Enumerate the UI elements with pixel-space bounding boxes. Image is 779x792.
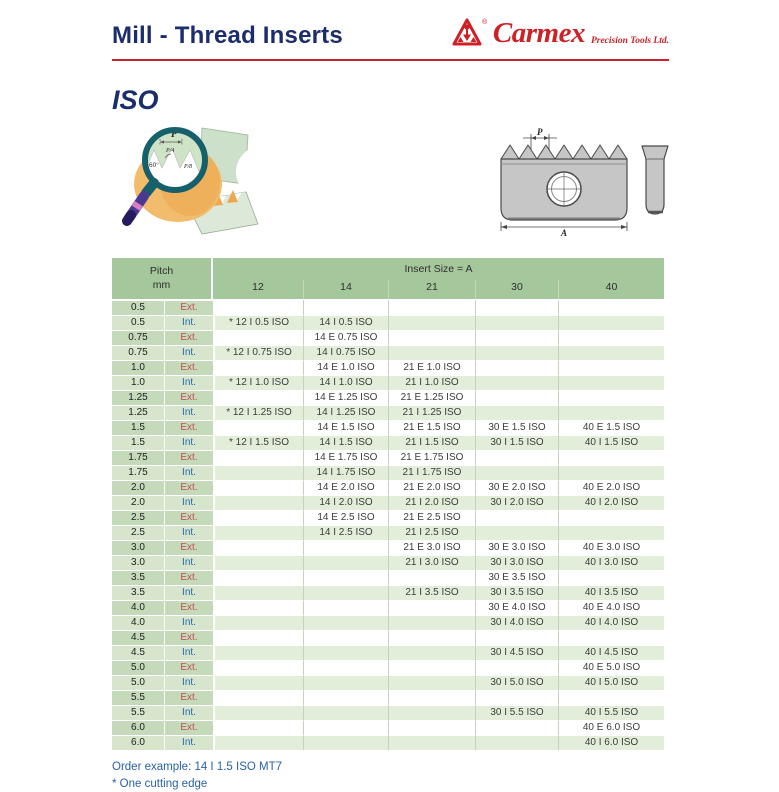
insert-code-cell <box>475 465 558 480</box>
type-cell: Ext. <box>165 360 213 375</box>
insert-code-cell <box>558 330 664 345</box>
insert-code-cell <box>558 450 664 465</box>
content-area <box>112 0 669 792</box>
insert-code-cell <box>213 480 303 495</box>
insert-code-cell: 21 I 1.0 ISO <box>388 375 475 390</box>
insert-code-cell <box>303 600 388 615</box>
type-cell: Int. <box>165 345 213 360</box>
insert-code-cell: 30 E 1.5 ISO <box>475 420 558 435</box>
insert-code-cell <box>303 540 388 555</box>
insert-code-cell <box>558 299 664 315</box>
pitch-cell: 1.5 <box>112 420 165 435</box>
insert-code-cell <box>213 630 303 645</box>
pitch-cell: 1.75 <box>112 465 165 480</box>
insert-code-cell: * 12 I 0.5 ISO <box>213 315 303 330</box>
table-row <box>112 645 664 660</box>
insert-code-cell: 40 I 5.0 ISO <box>558 675 664 690</box>
insert-code-cell: * 12 I 0.75 ISO <box>213 345 303 360</box>
insert-code-cell <box>475 735 558 750</box>
insert-code-cell <box>475 375 558 390</box>
table-row <box>112 360 664 375</box>
insert-code-cell: 30 I 1.5 ISO <box>475 435 558 450</box>
insert-code-cell: * 12 I 1.5 ISO <box>213 435 303 450</box>
size-col-14: 14 <box>303 280 388 299</box>
insert-code-cell: 21 E 2.0 ISO <box>388 480 475 495</box>
type-cell: Int. <box>165 735 213 750</box>
size-col-30: 30 <box>475 280 558 299</box>
insert-code-cell <box>303 660 388 675</box>
insert-code-cell <box>388 600 475 615</box>
pitch-cell: 5.0 <box>112 675 165 690</box>
insert-code-cell: 14 I 1.0 ISO <box>303 375 388 390</box>
pitch-cell: 3.5 <box>112 585 165 600</box>
section-heading: ISO <box>112 85 159 115</box>
type-cell: Ext. <box>165 690 213 705</box>
insert-code-cell <box>558 525 664 540</box>
table-row <box>112 525 664 540</box>
type-cell: Ext. <box>165 480 213 495</box>
insert-code-cell <box>558 360 664 375</box>
insert-code-cell: 14 E 1.25 ISO <box>303 390 388 405</box>
table-row <box>112 600 664 615</box>
insert-code-cell: 21 E 3.0 ISO <box>388 540 475 555</box>
insert-code-cell <box>558 690 664 705</box>
insert-code-cell <box>475 450 558 465</box>
pitch-cell: 3.5 <box>112 570 165 585</box>
insert-code-cell <box>558 345 664 360</box>
insert-code-cell <box>303 570 388 585</box>
insert-code-cell: 30 I 4.0 ISO <box>475 615 558 630</box>
insert-code-cell <box>213 390 303 405</box>
table-row <box>112 690 664 705</box>
pitch-cell: 4.0 <box>112 615 165 630</box>
table-row <box>112 405 664 420</box>
type-cell: Int. <box>165 375 213 390</box>
insert-code-cell <box>213 299 303 315</box>
insert-code-cell: 21 I 1.5 ISO <box>388 435 475 450</box>
insert-code-cell: 21 E 1.0 ISO <box>388 360 475 375</box>
insert-code-cell <box>388 299 475 315</box>
insert-code-cell <box>213 675 303 690</box>
type-cell: Int. <box>165 585 213 600</box>
pitch-header: Pitch mm <box>112 258 213 299</box>
page-header <box>112 0 669 52</box>
pitch-cell: 6.0 <box>112 735 165 750</box>
insert-code-cell: 30 E 3.5 ISO <box>475 570 558 585</box>
type-cell: Int. <box>165 525 213 540</box>
insert-code-cell <box>558 630 664 645</box>
table-row <box>112 675 664 690</box>
insert-code-cell: 40 I 6.0 ISO <box>558 735 664 750</box>
pitch-cell: 5.0 <box>112 660 165 675</box>
insert-code-cell: 21 I 1.25 ISO <box>388 405 475 420</box>
insert-code-cell <box>213 495 303 510</box>
type-cell: Int. <box>165 315 213 330</box>
pitch-cell: 2.0 <box>112 495 165 510</box>
insert-code-cell: 40 E 5.0 ISO <box>558 660 664 675</box>
insert-code-cell <box>475 405 558 420</box>
insert-code-cell <box>475 315 558 330</box>
insert-code-cell <box>388 735 475 750</box>
header-divider <box>112 59 669 61</box>
brand-suffix: Precision Tools Ltd. <box>590 36 669 46</box>
registered-mark: ® <box>481 19 488 26</box>
insert-code-cell: 21 I 2.0 ISO <box>388 495 475 510</box>
insert-code-cell <box>213 585 303 600</box>
table-row <box>112 450 664 465</box>
drawing-a-label: A <box>561 228 568 238</box>
table-row <box>112 615 664 630</box>
insert-code-cell <box>213 555 303 570</box>
insert-technical-drawing <box>484 126 674 238</box>
insert-code-cell: 21 E 2.5 ISO <box>388 510 475 525</box>
type-cell: Ext. <box>165 299 213 315</box>
pitch-cell: 6.0 <box>112 720 165 735</box>
insert-code-cell <box>388 615 475 630</box>
thread-profile-magnifier-illustration <box>116 122 268 238</box>
insert-code-cell <box>303 299 388 315</box>
pitch-cell: 1.25 <box>112 405 165 420</box>
insert-code-cell <box>213 735 303 750</box>
pitch-cell: 0.75 <box>112 345 165 360</box>
carmex-triangle-icon <box>450 16 490 52</box>
insert-code-cell <box>303 720 388 735</box>
insert-code-cell: 40 E 3.0 ISO <box>558 540 664 555</box>
size-col-21: 21 <box>388 280 475 299</box>
insert-code-cell <box>213 645 303 660</box>
insert-code-cell <box>213 525 303 540</box>
insert-code-cell <box>475 360 558 375</box>
type-cell: Int. <box>165 645 213 660</box>
insert-code-cell <box>558 405 664 420</box>
insert-code-cell: 40 I 5.5 ISO <box>558 705 664 720</box>
insert-code-cell: 40 I 4.0 ISO <box>558 615 664 630</box>
brand-name: Carmex <box>492 17 585 49</box>
pitch-cell: 4.5 <box>112 645 165 660</box>
insert-code-cell <box>303 555 388 570</box>
insert-code-cell: 14 I 1.75 ISO <box>303 465 388 480</box>
table-row <box>112 735 664 750</box>
insert-code-cell: 40 I 3.0 ISO <box>558 555 664 570</box>
insert-code-cell <box>475 660 558 675</box>
pitch-cell: 1.75 <box>112 450 165 465</box>
insert-code-cell <box>388 345 475 360</box>
type-cell: Ext. <box>165 420 213 435</box>
insert-code-cell <box>475 330 558 345</box>
pitch-cell: 3.0 <box>112 555 165 570</box>
insert-code-cell: 14 I 0.5 ISO <box>303 315 388 330</box>
table-row <box>112 660 664 675</box>
table-header <box>112 258 664 299</box>
carmex-logo <box>450 16 669 52</box>
pitch-cell: 3.0 <box>112 540 165 555</box>
insert-code-cell <box>558 390 664 405</box>
insert-code-cell: 14 E 1.5 ISO <box>303 420 388 435</box>
type-cell: Int. <box>165 495 213 510</box>
insert-code-cell <box>388 630 475 645</box>
insert-code-cell <box>475 720 558 735</box>
insert-code-cell <box>303 705 388 720</box>
type-cell: Int. <box>165 705 213 720</box>
insert-code-cell: 30 I 3.5 ISO <box>475 585 558 600</box>
insert-code-cell <box>388 690 475 705</box>
type-cell: Int. <box>165 435 213 450</box>
insert-code-cell: 40 I 4.5 ISO <box>558 645 664 660</box>
insert-code-cell <box>213 420 303 435</box>
insert-code-cell <box>475 690 558 705</box>
table-row <box>112 495 664 510</box>
insert-code-cell <box>475 510 558 525</box>
insert-code-cell: 40 E 2.0 ISO <box>558 480 664 495</box>
table-row <box>112 465 664 480</box>
insert-code-cell <box>388 675 475 690</box>
insert-code-cell: 14 E 1.75 ISO <box>303 450 388 465</box>
insert-code-cell <box>558 375 664 390</box>
insert-code-cell <box>388 720 475 735</box>
page-title: Mill - Thread Inserts <box>112 22 343 49</box>
insert-code-cell <box>213 600 303 615</box>
table-row <box>112 315 664 330</box>
pitch-cell: 4.0 <box>112 600 165 615</box>
insert-code-cell: 30 I 3.0 ISO <box>475 555 558 570</box>
cutting-edge-note: * One cutting edge <box>112 777 208 790</box>
insert-code-cell: 21 I 1.75 ISO <box>388 465 475 480</box>
type-cell: Ext. <box>165 720 213 735</box>
insert-code-cell: 40 E 1.5 ISO <box>558 420 664 435</box>
insert-code-cell: 40 I 1.5 ISO <box>558 435 664 450</box>
pitch-cell: 1.5 <box>112 435 165 450</box>
insert-code-cell: 30 E 3.0 ISO <box>475 540 558 555</box>
insert-code-cell <box>213 510 303 525</box>
insert-code-cell <box>303 585 388 600</box>
type-cell: Ext. <box>165 330 213 345</box>
insert-code-cell <box>388 705 475 720</box>
insert-code-cell <box>213 615 303 630</box>
pitch-cell: 4.5 <box>112 630 165 645</box>
pitch-cell: 1.0 <box>112 360 165 375</box>
insert-code-cell: 30 I 4.5 ISO <box>475 645 558 660</box>
insert-code-cell: 21 I 3.5 ISO <box>388 585 475 600</box>
insert-code-cell <box>388 330 475 345</box>
pitch-cell: 2.0 <box>112 480 165 495</box>
magnifier-p8-label: P/8 <box>184 164 193 170</box>
type-cell: Ext. <box>165 510 213 525</box>
type-cell: Ext. <box>165 600 213 615</box>
table-row <box>112 330 664 345</box>
insert-code-cell: 40 I 3.5 ISO <box>558 585 664 600</box>
pitch-cell: 2.5 <box>112 525 165 540</box>
table-row <box>112 420 664 435</box>
insert-code-cell <box>475 525 558 540</box>
table-row <box>112 510 664 525</box>
insert-code-cell <box>213 465 303 480</box>
size-col-40: 40 <box>558 280 664 299</box>
insert-size-table <box>112 258 664 750</box>
pitch-cell: 2.5 <box>112 510 165 525</box>
insert-code-cell: 14 I 1.25 ISO <box>303 405 388 420</box>
insert-code-cell <box>558 315 664 330</box>
pitch-cell: 5.5 <box>112 705 165 720</box>
insert-code-cell <box>213 450 303 465</box>
insert-size-header: Insert Size = A <box>213 258 664 280</box>
type-cell: Ext. <box>165 540 213 555</box>
insert-code-cell: * 12 I 1.25 ISO <box>213 405 303 420</box>
table-row <box>112 435 664 450</box>
insert-code-cell <box>388 315 475 330</box>
insert-code-cell: 21 I 3.0 ISO <box>388 555 475 570</box>
insert-code-cell <box>303 690 388 705</box>
insert-code-cell: 40 E 6.0 ISO <box>558 720 664 735</box>
table-row <box>112 555 664 570</box>
size-col-12: 12 <box>213 280 303 299</box>
page-footer <box>112 759 669 792</box>
insert-code-cell <box>213 360 303 375</box>
insert-code-cell <box>303 645 388 660</box>
table-row <box>112 705 664 720</box>
insert-code-cell <box>388 660 475 675</box>
insert-code-cell: 40 E 4.0 ISO <box>558 600 664 615</box>
table-row <box>112 585 664 600</box>
type-cell: Ext. <box>165 630 213 645</box>
pitch-cell: 1.25 <box>112 390 165 405</box>
insert-code-cell: 14 I 1.5 ISO <box>303 435 388 450</box>
pitch-cell: 1.0 <box>112 375 165 390</box>
table-row <box>112 570 664 585</box>
type-cell: Int. <box>165 615 213 630</box>
insert-code-cell: 30 I 2.0 ISO <box>475 495 558 510</box>
insert-code-cell: * 12 I 1.0 ISO <box>213 375 303 390</box>
insert-code-cell <box>213 540 303 555</box>
insert-code-cell: 30 E 2.0 ISO <box>475 480 558 495</box>
insert-code-cell: 14 I 2.5 ISO <box>303 525 388 540</box>
insert-table-body <box>112 299 664 750</box>
table-row <box>112 390 664 405</box>
table-row <box>112 375 664 390</box>
insert-code-cell <box>558 510 664 525</box>
magnifier-angle-label: 60° <box>149 162 159 169</box>
insert-code-cell: 30 E 4.0 ISO <box>475 600 558 615</box>
insert-code-cell: 14 E 2.0 ISO <box>303 480 388 495</box>
insert-code-cell: 14 I 2.0 ISO <box>303 495 388 510</box>
type-cell: Ext. <box>165 660 213 675</box>
type-cell: Int. <box>165 675 213 690</box>
table-row <box>112 345 664 360</box>
insert-code-cell: 14 E 1.0 ISO <box>303 360 388 375</box>
insert-code-cell <box>558 465 664 480</box>
insert-code-cell: 30 I 5.5 ISO <box>475 705 558 720</box>
pitch-cell: 0.5 <box>112 315 165 330</box>
insert-code-cell <box>303 615 388 630</box>
pitch-cell: 5.5 <box>112 690 165 705</box>
insert-code-cell <box>558 570 664 585</box>
insert-code-cell <box>475 630 558 645</box>
table-row <box>112 540 664 555</box>
type-cell: Ext. <box>165 450 213 465</box>
insert-code-cell: 14 E 2.5 ISO <box>303 510 388 525</box>
insert-code-cell: 21 E 1.25 ISO <box>388 390 475 405</box>
insert-code-cell <box>213 705 303 720</box>
pitch-cell: 0.75 <box>112 330 165 345</box>
insert-code-cell <box>303 735 388 750</box>
insert-code-cell <box>388 645 475 660</box>
insert-code-cell <box>475 390 558 405</box>
insert-code-cell: 30 I 5.0 ISO <box>475 675 558 690</box>
table-row <box>112 299 664 315</box>
pitch-cell: 0.5 <box>112 299 165 315</box>
insert-code-cell <box>303 675 388 690</box>
insert-code-cell <box>213 570 303 585</box>
insert-code-cell: 21 E 1.5 ISO <box>388 420 475 435</box>
table-row <box>112 720 664 735</box>
insert-code-cell <box>213 690 303 705</box>
insert-code-cell: 14 E 0.75 ISO <box>303 330 388 345</box>
magnifier-p4-label: P/4 <box>166 148 175 154</box>
insert-code-cell: 21 I 2.5 ISO <box>388 525 475 540</box>
figures-row <box>112 120 669 252</box>
type-cell: Int. <box>165 405 213 420</box>
insert-code-cell <box>475 299 558 315</box>
insert-code-cell: 40 I 2.0 ISO <box>558 495 664 510</box>
insert-code-cell <box>213 660 303 675</box>
insert-code-cell: 21 E 1.75 ISO <box>388 450 475 465</box>
insert-code-cell <box>475 345 558 360</box>
insert-code-cell: 14 I 0.75 ISO <box>303 345 388 360</box>
insert-code-cell <box>213 720 303 735</box>
table-row <box>112 480 664 495</box>
insert-code-cell <box>303 630 388 645</box>
drawing-p-label: P <box>537 127 543 137</box>
insert-code-cell <box>213 330 303 345</box>
table-row <box>112 630 664 645</box>
magnifier-p-label: P <box>171 129 178 140</box>
order-example: Order example: 14 I 1.5 ISO MT7 <box>112 761 283 773</box>
type-cell: Int. <box>165 555 213 570</box>
type-cell: Ext. <box>165 570 213 585</box>
type-cell: Int. <box>165 465 213 480</box>
type-cell: Ext. <box>165 390 213 405</box>
insert-code-cell <box>388 570 475 585</box>
